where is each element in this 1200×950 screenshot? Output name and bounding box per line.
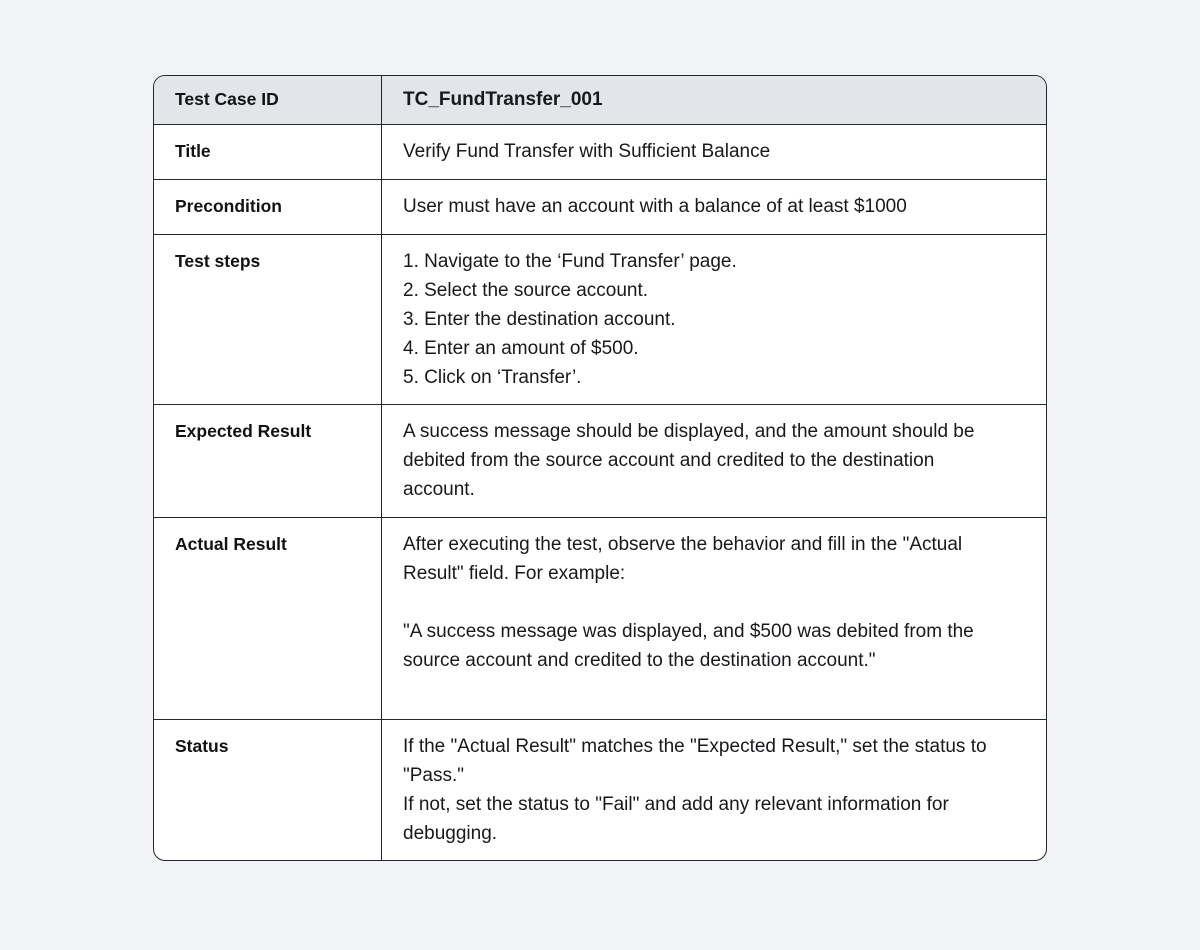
row-value-status <box>381 720 1046 860</box>
text-line: 2. Select the source account. <box>403 280 649 301</box>
row-value-expected-result <box>381 405 1046 517</box>
text-line: 3. Enter the destination account. <box>403 309 676 330</box>
row-value-title <box>381 125 1046 179</box>
row-value-precondition <box>381 180 1046 234</box>
text-line: 1. Navigate to the ‘Fund Transfer’ page. <box>403 251 737 272</box>
text-line: A success message should be displayed, and the amount should be debited from the source account and credited to the destination account. <box>403 421 975 500</box>
text-line: User must have an account with a balance of at least $1000 <box>403 196 907 217</box>
table-row-expected-result <box>154 404 1046 517</box>
text-line <box>403 588 1003 617</box>
table-row-test-steps <box>154 234 1046 404</box>
table-header-row <box>154 76 1046 124</box>
row-label-title: Title <box>175 141 211 161</box>
row-value-test-steps <box>381 235 1046 404</box>
row-label-expected-result: Expected Result <box>175 421 312 441</box>
table-row-precondition <box>154 179 1046 234</box>
text-line: Verify Fund Transfer with Sufficient Balance <box>403 141 771 162</box>
header-value-test-case-id: TC_FundTransfer_001 <box>381 76 1046 124</box>
text-line: "A success message was displayed, and $500 was debited from the source account and credited to the destination account." <box>403 621 974 671</box>
row-label-precondition: Precondition <box>175 196 282 216</box>
row-value-actual-result <box>381 518 1046 719</box>
table-row-status <box>154 719 1046 860</box>
text-line: If the "Actual Result" matches the "Expected Result," set the status to "Pass." <box>403 736 987 786</box>
table-row-actual-result <box>154 517 1046 719</box>
text-line: If not, set the status to "Fail" and add any relevant information for debugging. <box>403 794 949 844</box>
row-label-status: Status <box>175 736 229 756</box>
row-label-test-steps: Test steps <box>175 251 261 271</box>
table-row-title <box>154 124 1046 179</box>
test-case-table <box>153 75 1047 861</box>
text-line: 5. Click on ‘Transfer’. <box>403 367 582 388</box>
row-label-actual-result: Actual Result <box>175 534 287 554</box>
text-line: 4. Enter an amount of $500. <box>403 338 639 359</box>
header-label-test-case-id: Test Case ID <box>175 89 279 109</box>
text-line: After executing the test, observe the behavior and fill in the "Actual Result" field. For example: <box>403 534 963 584</box>
